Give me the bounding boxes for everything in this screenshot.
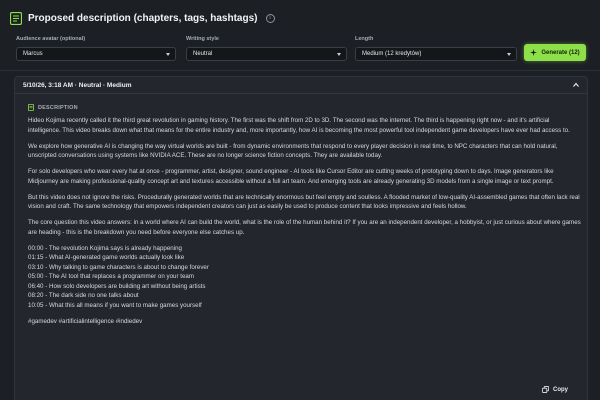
generate-label: Generate (12) <box>541 49 580 56</box>
length-control <box>355 36 517 61</box>
copy-icon <box>542 386 549 393</box>
length-select[interactable] <box>355 47 517 61</box>
style-control <box>186 36 347 61</box>
audience-label: Audience avatar (optional) <box>16 36 86 42</box>
chevron-up-icon[interactable] <box>573 82 579 88</box>
chapter-item: 05:00 - The AI tool that replaces a programmer on your team <box>28 273 195 281</box>
controls-row <box>16 36 586 62</box>
chapter-item: 01:15 - What AI-generated game worlds actually look like <box>28 254 185 262</box>
card-header[interactable] <box>15 77 587 93</box>
description-card <box>14 76 588 400</box>
paragraph: The core question this video answers: in a world where AI can build the world, what is the role of the human behind it? If you are an independent developer, a hobbyist, or just curious about where games are heading - this is the breakdown you need before everyone else catches up. <box>28 219 581 236</box>
audience-control <box>16 36 176 61</box>
chapter-item: 06:40 - How solo developers are building art without being artists <box>28 282 206 290</box>
panel-title: Proposed description (chapters, tags, hashtags) <box>28 12 258 24</box>
chapter-item: 00:00 - The revolution Kojima says is already happening <box>28 244 182 252</box>
style-select[interactable] <box>186 47 347 61</box>
chevron-down-icon <box>507 53 511 56</box>
chapter-item: 08:20 - The dark side no one talks about <box>28 292 139 300</box>
chevron-down-icon <box>166 53 170 56</box>
length-value: Medium (12 kredytów) <box>362 51 422 57</box>
audience-value: Marcus <box>23 51 43 57</box>
paragraph: Hideo Kojima recently called it the third great revolution in gaming history. The first was the shift from 2D to 3D. The second was the internet. The third is happening right now - and it's artificial intelligence. This video breaks down what that means for the entire industry and, more importantly, how AI is becoming the most powerful tool independent game developers have ever had access to. <box>28 117 570 134</box>
copy-label: Copy <box>553 386 568 393</box>
description-text <box>28 116 582 333</box>
copy-button[interactable] <box>542 386 568 393</box>
hashtags: #gamedev #artificialintelligence #indiedev <box>28 318 143 326</box>
generate-button[interactable] <box>524 44 586 61</box>
sparkle-icon <box>530 49 537 56</box>
card-meta: 5/10/26, 3:18 AM · Neutral · Medium <box>23 81 132 89</box>
audience-select[interactable] <box>16 47 176 61</box>
chevron-down-icon <box>337 53 341 56</box>
chapter-item: 03:10 - Why talking to game characters is about to change forever <box>28 263 209 271</box>
length-label: Length <box>355 36 374 42</box>
chapter-item: 10:05 - What this all means if you want to make games yourself <box>28 302 202 310</box>
document-icon <box>28 104 34 111</box>
chapters-list <box>28 244 582 311</box>
panel-header <box>10 9 590 27</box>
document-icon <box>10 12 22 25</box>
description-label-text: DESCRIPTION <box>38 104 78 111</box>
description-section-label <box>28 104 78 111</box>
paragraph: But this video does not ignore the risks. Procedurally generated worlds that are technically enormous but feel empty and soulless. A flooded market of low-quality AI-assembled games that often lack real vision and craft. The same technology that empowers independent creators can just as easily be used to produce content that looks impressive and feels hollow. <box>28 193 580 210</box>
paragraph: We explore how generative AI is changing the way virtual worlds are built - from dynamic environments that respond to every player decision in real time, to NPC characters that can hold natural, unscripted conversations using systems like NVIDIA ACE. These are no longer science fiction concepts. They are available today. <box>28 142 558 159</box>
style-label: Writing style <box>186 36 219 42</box>
paragraph: For solo developers who wear every hat at once - programmer, artist, designer, sound engineer - AI tools like Cursor Editor are cutting weeks of prototyping down to days. Image generators like Midjourney are making professional-quality concept art and textures accessible without a full art team. And emerging tools are already generating 3D models from a single image or text prompt. <box>28 168 554 185</box>
divider <box>0 70 600 71</box>
style-value: Neutral <box>193 51 213 57</box>
card-divider <box>15 93 587 94</box>
info-icon[interactable]: i <box>266 14 275 23</box>
